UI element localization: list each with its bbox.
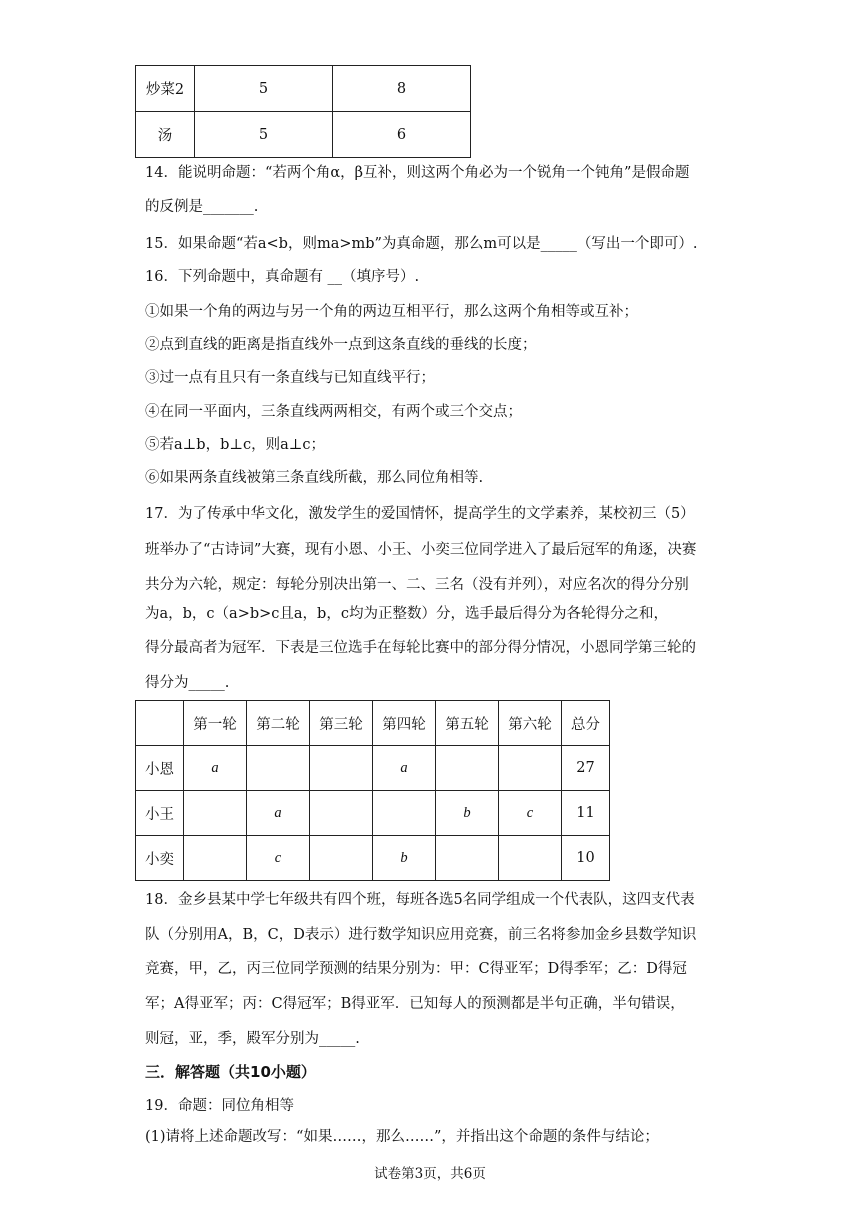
table-cell xyxy=(436,746,499,791)
table-cell xyxy=(310,746,373,791)
q18-line: 竞赛，甲，乙，丙三位同学预测的结果分别为：甲：C得亚军；D得季军；乙：D得冠 xyxy=(145,961,687,977)
q16-item: ③过一点有且只有一条直线与已知直线平行； xyxy=(145,370,435,386)
table-header-cell: 第六轮 xyxy=(499,701,562,746)
table-cell: b xyxy=(436,791,499,836)
table-header-cell: 第五轮 xyxy=(436,701,499,746)
q16-item: ④在同一平面内，三条直线两两相交，有两个或三个交点； xyxy=(145,404,522,420)
table-cell: a xyxy=(184,746,247,791)
q16-stem: 16．下列命题中，真命题有 __（填序号）. xyxy=(145,269,420,285)
table-cell: 27 xyxy=(562,746,610,791)
table-cell: 汤 xyxy=(136,112,195,158)
table-row xyxy=(136,836,610,881)
dish-table xyxy=(135,65,471,158)
table-header-cell: 第一轮 xyxy=(184,701,247,746)
q17-line: 为a，b，c（a>b>c且a，b，c均为正整数）分，选手最后得分为各轮得分之和， xyxy=(145,606,668,622)
table-cell: b xyxy=(373,836,436,881)
section-heading: 三．解答题（共10小题） xyxy=(145,1063,316,1081)
q19-part1: (1)请将上述命题改写：“如果……，那么……”，并指出这个命题的条件与结论； xyxy=(145,1129,659,1145)
q16-item: ①如果一个角的两边与另一个角的两边互相平行，那么这两个角相等或互补； xyxy=(145,304,638,320)
table-row xyxy=(136,791,610,836)
q18-line: 军；A得亚军；丙：C得冠军；B得亚军．已知每人的预测都是半句正确，半句错误， xyxy=(145,996,685,1012)
q16-item: ⑤若a⊥b，b⊥c，则a⊥c； xyxy=(145,437,326,453)
table-header-cell xyxy=(136,701,184,746)
table-cell: 小恩 xyxy=(136,746,184,791)
table-cell xyxy=(499,836,562,881)
table-cell xyxy=(310,791,373,836)
table-cell: a xyxy=(373,746,436,791)
table-cell xyxy=(247,746,310,791)
q17-line: 17．为了传承中华文化，激发学生的爱国情怀，提高学生的文学素养，某校初三（5） xyxy=(145,506,695,522)
table-cell: c xyxy=(499,791,562,836)
table-header-cell: 第四轮 xyxy=(373,701,436,746)
table-cell: 8 xyxy=(333,66,471,112)
table-cell: 小奕 xyxy=(136,836,184,881)
q17-line: 班举办了“古诗词”大赛，现有小恩、小王、小奕三位同学进入了最后冠军的角逐，决赛 xyxy=(145,542,697,558)
table-cell: 6 xyxy=(333,112,471,158)
table-cell xyxy=(184,791,247,836)
q18-line: 18．金乡县某中学七年级共有四个班，每班各选5名同学组成一个代表队，这四支代表 xyxy=(145,892,695,908)
score-table xyxy=(135,700,610,881)
table-cell: 10 xyxy=(562,836,610,881)
table-cell: 炒菜2 xyxy=(136,66,195,112)
table-row xyxy=(136,112,471,158)
table-header-cell: 第二轮 xyxy=(247,701,310,746)
q17-line: 共分为六轮，规定：每轮分别决出第一、二、三名（没有并列），对应名次的得分分别 xyxy=(145,577,689,593)
table-cell xyxy=(373,791,436,836)
q19-stem: 19．命题：同位角相等 xyxy=(145,1098,294,1114)
table-cell: 5 xyxy=(195,66,333,112)
table-cell: a xyxy=(247,791,310,836)
q16-item: ②点到直线的距离是指直线外一点到这条直线的垂线的长度； xyxy=(145,337,537,353)
table-header-cell: 第三轮 xyxy=(310,701,373,746)
q18-line: 队（分别用A，B，C，D表示）进行数学知识应用竞赛，前三名将参加金乡县数学知识 xyxy=(145,927,697,943)
q15: 15．如果命题“若a<b，则ma>mb”为真命题，那么m可以是_____（写出一个即可）. xyxy=(145,236,698,252)
table-header-row xyxy=(136,701,610,746)
q14-line2: 的反例是_______. xyxy=(145,199,259,215)
table-cell xyxy=(184,836,247,881)
q17-line: 得分为_____. xyxy=(145,675,230,691)
q14-line1: 14．能说明命题：“若两个角α，β互补，则这两个角必为一个锐角一个钝角”是假命题 xyxy=(145,165,690,181)
table-cell: 5 xyxy=(195,112,333,158)
page-footer: 试卷第3页，共6页 xyxy=(374,1166,486,1182)
table-cell: c xyxy=(247,836,310,881)
q17-line: 得分最高者为冠军．下表是三位选手在每轮比赛中的部分得分情况，小恩同学第三轮的 xyxy=(145,640,696,656)
table-cell xyxy=(310,836,373,881)
table-cell: 小王 xyxy=(136,791,184,836)
table-row xyxy=(136,66,471,112)
table-header-cell: 总分 xyxy=(562,701,610,746)
q18-line: 则冠，亚，季，殿军分别为_____. xyxy=(145,1031,360,1047)
table-cell xyxy=(499,746,562,791)
table-row xyxy=(136,746,610,791)
q16-item: ⑥如果两条直线被第三条直线所截，那么同位角相等. xyxy=(145,470,484,486)
table-cell: 11 xyxy=(562,791,610,836)
table-cell xyxy=(436,836,499,881)
